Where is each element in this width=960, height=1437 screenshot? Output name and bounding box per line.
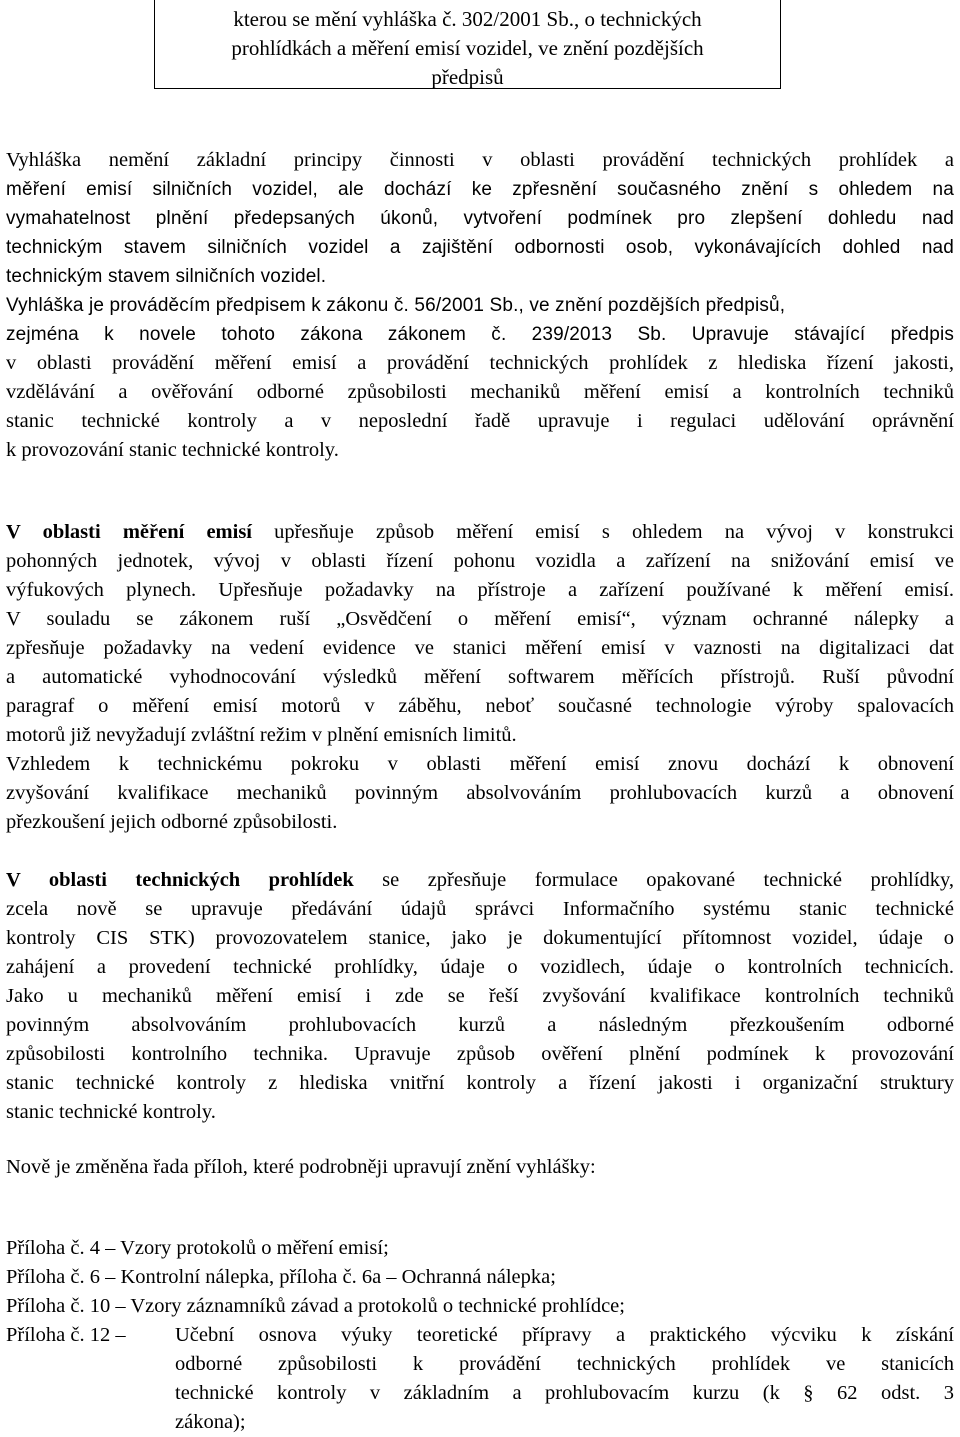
emissions-line: motorů již nevyžadují zvláštní režim v plnění emisních limitů. <box>6 724 517 746</box>
inspections-line: Jako u mechaniků měření emisí i zde se řeší zvyšování kvalifikace kontrolních techniků <box>6 985 954 1007</box>
intro-line: Vyhláška nemění základní principy činnosti v oblasti provádění technických prohlídek a <box>6 149 954 171</box>
inspections-line-1-text: se zpřesňuje formulace opakované technické prohlídky, <box>353 869 954 891</box>
emissions-line: výfukových plynech. Upřesňuje požadavky na přístroje a zařízení používané k měření emisí. <box>6 579 954 601</box>
intro-line: k provozování stanic technické kontroly. <box>6 439 339 461</box>
inspections-line: kontroly CIS STK) provozovatelem stanice, jako je dokumentující přítomnost vozidel, údaje o <box>6 927 954 949</box>
intro-paragraph <box>6 146 954 465</box>
title-line-2: prohlídkách a měření emisí vozidel, ve znění pozdějších <box>231 36 704 60</box>
emissions-line: a automatické vyhodnocování výsledků měření softwarem měřících přístrojů. Ruší původní <box>6 666 954 688</box>
inspections-paragraph <box>6 866 954 1127</box>
intro-line: technickým stavem silničních vozidel a zajištění odbornosti osob, vykonávajících dohled nad <box>6 237 954 258</box>
annex-12-line: zákona); <box>175 1411 246 1433</box>
inspections-line: zcela nově se upravuje předávání údajů správci Informačního systému stanic technické <box>6 898 954 920</box>
document-title-box <box>154 0 781 89</box>
annex-12-line: technické kontroly v základním a prohlubovacím kurzu (k § 62 odst. 3 <box>175 1382 954 1404</box>
annex-item-12-text <box>175 1321 954 1437</box>
emissions-line: zpřesňuje požadavky na vedení evidence ve stanici měření emisí v vaznosti na digitalizaci dat <box>6 637 954 659</box>
annex-list <box>6 1234 954 1433</box>
annex-item-12-label: Příloha č. 12 – <box>6 1324 126 1346</box>
emissions-heading: V oblasti měření emisí <box>6 521 252 543</box>
intro-line: Vyhláška je prováděcím předpisem k zákonu č. 56/2001 Sb., ve znění pozdějších předpisů, <box>6 295 786 316</box>
intro-line: technickým stavem silničních vozidel. <box>6 266 327 287</box>
emissions-line: přezkoušení jejich odborné způsobilosti. <box>6 811 338 833</box>
intro-line: vzdělávání a ověřování odborné způsobilosti mechaniků měření emisí a kontrolních techniků <box>6 381 954 403</box>
inspections-line: zahájení a provedení technické prohlídky, údaje o vozidlech, údaje o kontrolních technicích. <box>6 956 954 978</box>
inspections-line-1 <box>6 866 954 895</box>
intro-line: měření emisí silničních vozidel, ale dochází ke zpřesnění současného znění s ohledem na <box>6 179 954 200</box>
emissions-line: pohonných jednotek, vývoj v oblasti řízení pohonu vozidla a zařízení na snižování emisí ve <box>6 550 954 572</box>
inspections-line: stanic technické kontroly. <box>6 1101 216 1123</box>
annex-item-10: Příloha č. 10 – Vzory záznamníků závad a protokolů o technické prohlídce; <box>6 1295 625 1317</box>
emissions-line: Vzhledem k technickému pokroku v oblasti měření emisí znovu dochází k obnovení <box>6 753 954 775</box>
title-line-3: předpisů <box>431 65 504 89</box>
intro-line: zejména k novele tohoto zákona zákonem č. 239/2013 Sb. Upravuje stávající předpis <box>6 324 954 345</box>
annexes-intro-text: Nově je změněna řada příloh, které podrobněji upravují znění vyhlášky: <box>6 1156 596 1178</box>
annex-item-4: Příloha č. 4 – Vzory protokolů o měření emisí; <box>6 1237 389 1259</box>
inspections-line: povinným absolvováním prohlubovacích kurzů a následným přezkoušením odborné <box>6 1014 954 1036</box>
annexes-intro <box>6 1153 954 1182</box>
emissions-line-1 <box>6 518 954 547</box>
intro-line: vymahatelnost plnění předepsaných úkonů, vytvoření podmínek pro zlepšení dohledu nad <box>6 208 954 229</box>
emissions-line-1-text: upřesňuje způsob měření emisí s ohledem na vývoj v konstrukci <box>252 521 954 543</box>
intro-line: stanic technické kontroly a v neposlední řadě upravuje i regulaci udělování oprávnění <box>6 410 954 432</box>
intro-line: v oblasti provádění měření emisí a provádění technických prohlídek z hlediska řízení jakosti, <box>6 352 954 374</box>
emissions-line: zvyšování kvalifikace mechaniků povinným absolvováním prohlubovacích kurzů a obnovení <box>6 782 954 804</box>
annex-item-6: Příloha č. 6 – Kontrolní nálepka, příloha č. 6a – Ochranná nálepka; <box>6 1266 556 1288</box>
annex-12-line: odborné způsobilosti k provádění technických prohlídek ve stanicích <box>175 1353 954 1375</box>
inspections-line: stanic technické kontroly z hlediska vnitřní kontroly a řízení jakosti i organizační struktury <box>6 1072 954 1094</box>
emissions-paragraph <box>6 518 954 837</box>
emissions-line: paragraf o měření emisí motorů v záběhu, neboť současné technologie výroby spalovacích <box>6 695 954 717</box>
inspections-line: způsobilosti kontrolního technika. Upravuje způsob ověření plnění podmínek k provozování <box>6 1043 954 1065</box>
emissions-line: V souladu se zákonem ruší „Osvědčení o měření emisí“, význam ochranné nálepky a <box>6 608 954 630</box>
annex-12-line: Učební osnova výuky teoretické přípravy a praktického výcviku k získání <box>175 1324 954 1346</box>
title-line-1: kterou se mění vyhláška č. 302/2001 Sb., o technických <box>233 7 702 31</box>
inspections-heading: V oblasti technických prohlídek <box>6 869 354 891</box>
